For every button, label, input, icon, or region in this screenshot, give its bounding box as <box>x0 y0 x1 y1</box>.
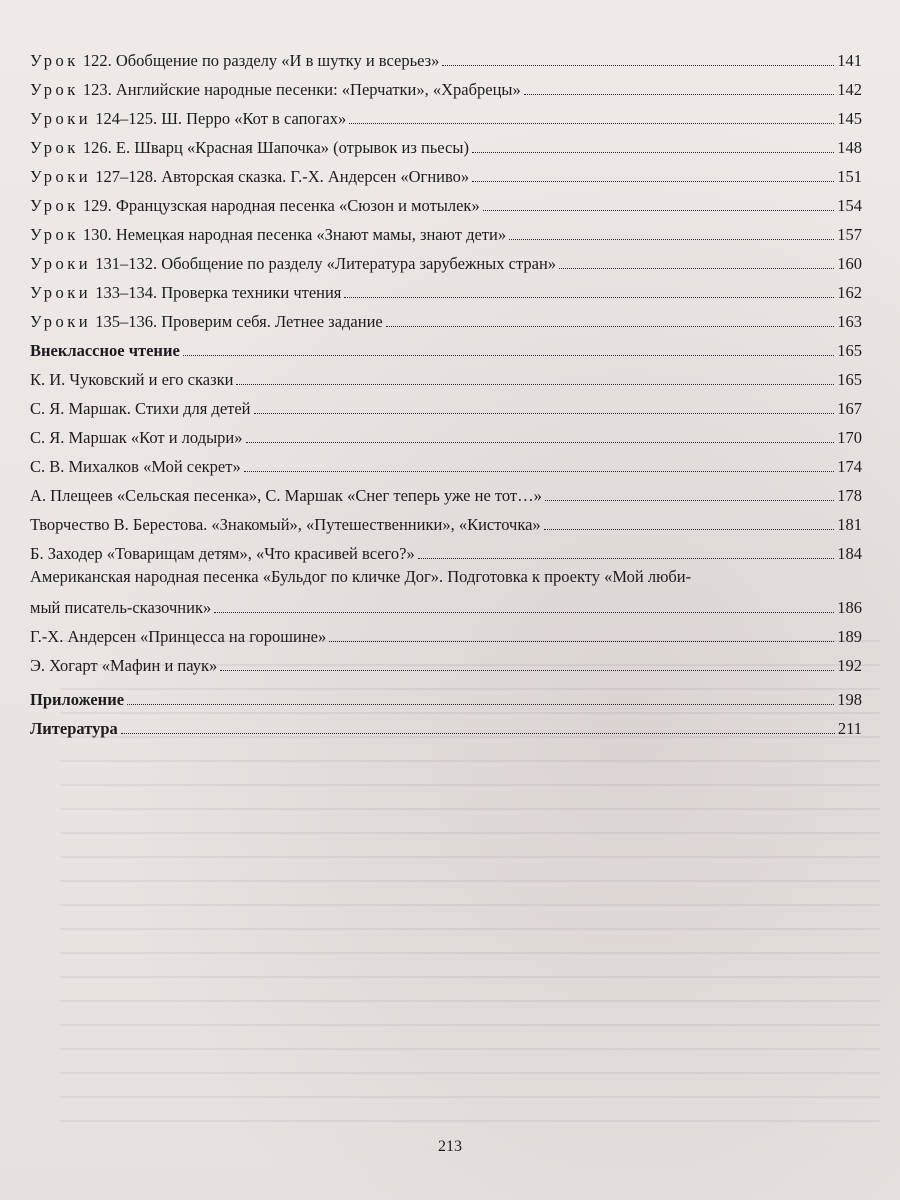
toc-leader-dots <box>254 413 835 414</box>
toc-page-number: 178 <box>837 486 862 506</box>
toc-section-literature <box>30 710 862 739</box>
toc-leader-dots <box>544 529 835 530</box>
toc-leader-dots <box>220 670 834 671</box>
toc-page-number: 167 <box>837 399 862 419</box>
toc-title: С. Я. Маршак «Кот и лодыри» <box>30 429 243 448</box>
toc-title: Б. Заходер «Товарищам детям», «Что красивей всего?» <box>30 545 415 564</box>
toc-title: 122. Обобщение по разделу «И в шутку и всерьез» <box>78 52 440 71</box>
toc-leader-dots <box>236 384 834 385</box>
toc-entry-mikhalkov <box>30 448 862 477</box>
toc-section-title: Внеклассное чтение <box>30 342 180 361</box>
toc-leader-dots <box>442 65 834 66</box>
toc-entry-123 <box>30 71 862 100</box>
toc-page-number: 165 <box>837 341 862 361</box>
toc-lesson-prefix: Уроки <box>30 313 92 332</box>
toc-page-number: 145 <box>837 109 862 129</box>
toc-entry-bulldog <box>30 564 862 618</box>
toc-title: С. Я. Маршак. Стихи для детей <box>30 400 251 419</box>
toc-page-number: 151 <box>837 167 862 187</box>
toc-entry-zakhoder <box>30 535 862 564</box>
toc-section-title: Приложение <box>30 691 125 710</box>
toc-title: 124–125. Ш. Перро «Кот в сапогах» <box>91 110 347 129</box>
toc-leader-dots <box>483 210 835 211</box>
toc-entry-133-134 <box>30 274 862 303</box>
toc-title: К. И. Чуковский и его сказки <box>30 371 234 390</box>
toc-entry-marshak-cat <box>30 419 862 448</box>
toc-leader-dots <box>386 326 835 327</box>
toc-entry-131-132 <box>30 245 862 274</box>
toc-entry-andersen-princess <box>30 618 862 647</box>
toc-page-number: 157 <box>837 225 862 245</box>
toc-title-line1: Американская народная песенка «Бульдог по кличке Дог». Подготовка к проекту «Мой люби- <box>30 567 692 586</box>
toc-entry-122 <box>30 42 862 71</box>
toc-leader-dots <box>344 297 834 298</box>
toc-entry-127-128 <box>30 158 862 187</box>
toc-title: Г.-Х. Андерсен «Принцесса на горошине» <box>30 628 327 647</box>
toc-lesson-prefix: Уроки <box>30 110 92 129</box>
toc-lesson-prefix: Урок <box>30 52 79 71</box>
toc-entry-hogarth <box>30 647 862 676</box>
toc-leader-dots <box>509 239 834 240</box>
toc-title: 127–128. Авторская сказка. Г.-Х. Андерсен «Огниво» <box>91 168 470 187</box>
toc-title: 135–136. Проверим себя. Летнее задание <box>91 313 383 332</box>
toc-leader-dots <box>559 268 834 269</box>
toc-title: 123. Английские народные песенки: «Перчатки», «Храбрецы» <box>78 81 521 100</box>
toc-entry-124-125 <box>30 100 862 129</box>
toc-leader-dots <box>524 94 834 95</box>
toc-leader-dots <box>121 733 835 734</box>
toc-title: Э. Хогарт «Мафин и паук» <box>30 657 218 676</box>
toc-section-appendix <box>30 676 862 710</box>
toc-leader-dots <box>214 612 834 613</box>
toc-page-number: 165 <box>837 370 862 390</box>
toc-title: 131–132. Обобщение по разделу «Литература зарубежных стран» <box>91 255 557 274</box>
toc-entry-130 <box>30 216 862 245</box>
toc-page-number: 170 <box>837 428 862 448</box>
toc-lesson-prefix: Урок <box>30 197 79 216</box>
toc-leader-dots <box>418 558 835 559</box>
toc-title: А. Плещеев «Сельская песенка», С. Маршак «Снег теперь уже не тот…» <box>30 487 542 506</box>
toc-title: 126. Е. Шварц «Красная Шапочка» (отрывок из пьесы) <box>78 139 469 158</box>
toc-page-number: 142 <box>837 80 862 100</box>
toc-lesson-prefix: Уроки <box>30 168 92 187</box>
toc-entry-marshak-poems <box>30 390 862 419</box>
toc-lesson-prefix: Урок <box>30 81 79 100</box>
toc-page-number: 186 <box>837 598 862 618</box>
toc-leader-dots <box>545 500 834 501</box>
toc-leader-dots <box>183 355 834 356</box>
toc-leader-dots <box>127 704 834 705</box>
toc-page-number: 211 <box>837 719 862 739</box>
toc-title: 129. Французская народная песенка «Сюзон и мотылек» <box>78 197 480 216</box>
toc-entry-berestov <box>30 506 862 535</box>
toc-page-number: 189 <box>837 627 862 647</box>
toc-lesson-prefix: Уроки <box>30 284 92 303</box>
toc-entry-129 <box>30 187 862 216</box>
toc-leader-dots <box>329 641 834 642</box>
toc-title: Творчество В. Берестова. «Знакомый», «Путешественники», «Кисточка» <box>30 516 541 535</box>
toc-entry-chukovsky <box>30 361 862 390</box>
toc-title-line2: мый писатель-сказочник» <box>30 599 212 618</box>
toc-page-number: 160 <box>837 254 862 274</box>
toc-page-number: 148 <box>837 138 862 158</box>
toc-entry-126 <box>30 129 862 158</box>
toc-lesson-prefix: Урок <box>30 139 79 158</box>
toc-section-title: Литература <box>30 720 118 739</box>
toc-leader-dots <box>472 181 834 182</box>
page-number: 213 <box>438 1138 462 1155</box>
toc-leader-dots <box>244 471 835 472</box>
toc-page-number: 154 <box>837 196 862 216</box>
toc-lesson-prefix: Урок <box>30 226 79 245</box>
toc-page-number: 184 <box>837 544 862 564</box>
toc-page-number: 162 <box>837 283 862 303</box>
toc-page-number: 163 <box>837 312 862 332</box>
toc-page-number: 192 <box>837 656 862 676</box>
toc-page-number: 141 <box>837 51 862 71</box>
toc-title: С. В. Михалков «Мой секрет» <box>30 458 241 477</box>
toc-title: 133–134. Проверка техники чтения <box>91 284 342 303</box>
toc-title: 130. Немецкая народная песенка «Знают мамы, знают дети» <box>78 226 507 245</box>
toc-page-number: 181 <box>837 515 862 535</box>
toc-lesson-prefix: Уроки <box>30 255 92 274</box>
toc-leader-dots <box>246 442 835 443</box>
toc-entry-135-136 <box>30 303 862 332</box>
toc-section-extracurricular <box>30 332 862 361</box>
toc-leader-dots <box>472 152 834 153</box>
toc-leader-dots <box>349 123 834 124</box>
toc-page-number: 174 <box>837 457 862 477</box>
toc-page-number: 198 <box>837 690 862 710</box>
table-of-contents <box>30 42 862 739</box>
toc-entry-pleshcheev <box>30 477 862 506</box>
